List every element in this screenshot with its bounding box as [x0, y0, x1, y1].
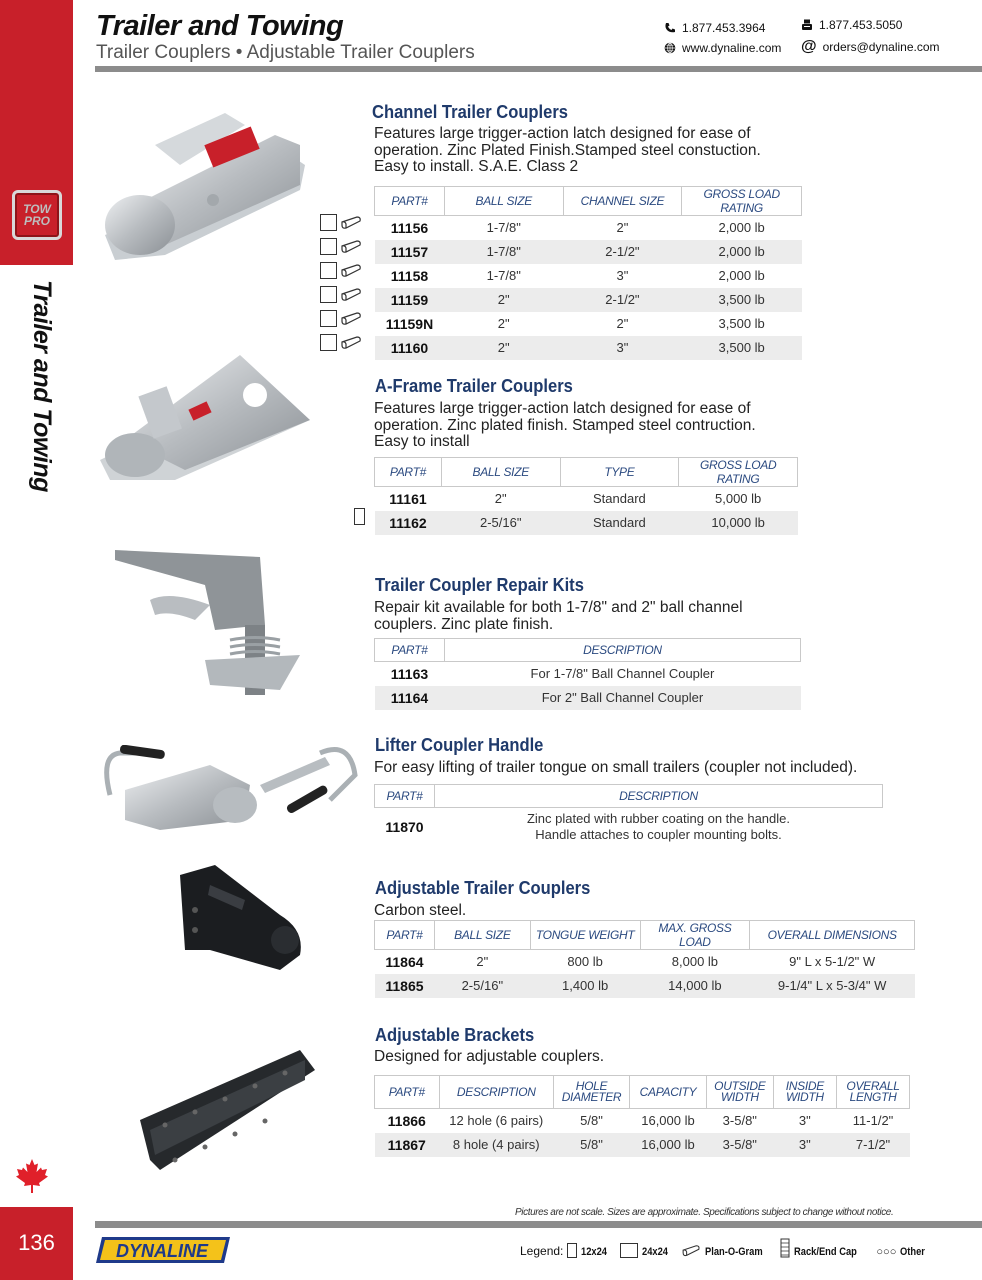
table-header — [375, 1076, 910, 1109]
header-line: HOLE — [575, 1079, 608, 1093]
ball-size: 2" — [476, 954, 489, 970]
column-header: MAX. GROSS LOAD — [640, 921, 750, 950]
row-markers-11156 — [320, 214, 362, 231]
row-markers-11162 — [354, 508, 365, 525]
email-link[interactable]: orders@dynaline.com — [822, 40, 940, 54]
table-row — [375, 336, 802, 360]
header-line: LENGTH — [849, 1090, 897, 1104]
table-header — [375, 921, 915, 950]
part-number: 11159 — [375, 288, 445, 312]
website-link[interactable]: www.dynaline.com — [682, 41, 782, 55]
description: 12 hole (6 pairs) — [449, 1113, 544, 1129]
table-row — [375, 216, 802, 240]
column-header: PART# — [375, 785, 435, 808]
hole-diameter: 5/8" — [554, 1133, 630, 1157]
ball-size: 1-7/8" — [444, 240, 563, 264]
plan-o-gram-icon — [340, 287, 362, 303]
inside-width: 3" — [798, 1113, 811, 1129]
column-header: DESCRIPTION — [434, 785, 882, 808]
column-header: GROSS LOAD RATING — [679, 458, 798, 487]
column-header: BALL SIZE — [444, 187, 563, 216]
table-row — [375, 511, 798, 535]
part-number: 11159N — [385, 315, 434, 332]
ball-size: 1-7/8" — [486, 220, 521, 236]
description: 8 hole (4 pairs) — [439, 1133, 553, 1157]
description: For 2" Ball Channel Coupler — [444, 686, 800, 710]
24x24-legend-icon — [620, 1243, 638, 1258]
legend-item-24x24: 24x24 — [641, 1246, 668, 1258]
section-title-adjustable: Adjustable Trailer Couplers — [375, 878, 591, 898]
page-subtitle: Trailer Couplers • Adjustable Trailer Couplers — [96, 42, 475, 63]
part-number: 11864 — [385, 953, 424, 970]
email-contact[interactable] — [801, 40, 940, 54]
sidebar-vertical-title — [20, 280, 56, 510]
adjustable-couplers-table — [374, 920, 915, 998]
part-number: 11164 — [375, 686, 445, 710]
table-row — [375, 312, 802, 336]
part-number: 11157 — [375, 240, 445, 264]
header-divider — [95, 66, 982, 72]
section-title-lifter: Lifter Coupler Handle — [375, 735, 544, 755]
capacity: 16,000 lb — [629, 1133, 706, 1157]
table-row — [375, 487, 798, 511]
repair-kit-image — [110, 545, 310, 700]
channel-size: 2" — [616, 220, 629, 236]
column-header — [554, 1076, 630, 1109]
ball-size: 2" — [497, 316, 510, 331]
table-row — [375, 288, 802, 312]
table-row — [375, 1109, 910, 1133]
table-row — [375, 808, 883, 846]
row-markers-11157 — [320, 238, 362, 255]
part-number: 11870 — [385, 818, 424, 835]
section-title-aframe: A-Frame Trailer Couplers — [375, 376, 573, 396]
column-header: BALL SIZE — [434, 921, 530, 950]
website-contact[interactable] — [664, 41, 781, 55]
aframe-couplers-table — [374, 457, 798, 535]
disclaimer: Pictures are not scale. Sizes are approximate. Specifications subject to change without notice. — [515, 1207, 894, 1218]
legend-label: Legend: — [520, 1244, 564, 1258]
page-number: 136 — [18, 1230, 55, 1255]
column-header: DESCRIPTION — [439, 1076, 553, 1109]
channel-size: 3" — [563, 336, 682, 360]
gross-load: 3,500 lb — [718, 316, 765, 331]
24x24-marker-icon — [320, 238, 337, 255]
sidebar-vertical-title-text: Trailer and Towing — [28, 280, 56, 492]
channel-size: 3" — [616, 268, 629, 283]
ball-size: 2" — [444, 336, 563, 360]
table-row — [375, 974, 915, 998]
plan-o-gram-icon — [340, 263, 362, 279]
description: For 1-7/8" Ball Channel Coupler — [530, 666, 715, 682]
legend-item-plan-o-gram: Plan-O-Gram — [704, 1246, 763, 1258]
phone-icon — [664, 22, 676, 34]
channel-size: 2" — [616, 316, 629, 331]
badge-line-2: PRO — [23, 214, 50, 228]
fax-number: 1.877.453.5050 — [819, 18, 903, 32]
table-row — [375, 1133, 910, 1157]
part-number: 11161 — [389, 490, 427, 507]
description — [434, 808, 882, 846]
column-header: PART# — [375, 921, 435, 950]
part-number: 11160 — [375, 336, 445, 360]
a-frame-coupler-image — [95, 350, 315, 490]
table-header — [375, 785, 883, 808]
section-desc-channel: Features large trigger-action latch designed for ease of operation. Zinc Plated Finish.Stamped steel constuction. Easy to install. S.A.E. Class 2 — [374, 125, 761, 175]
section-desc-lifter: For easy lifting of trailer tongue on small trailers (coupler not included). — [374, 759, 858, 776]
dynaline-logo-text: DYNALINE — [115, 1241, 209, 1261]
ball-size: 2-5/16" — [434, 974, 530, 998]
section-desc-brackets: Designed for adjustable couplers. — [374, 1048, 605, 1065]
column-header: DESCRIPTION — [444, 639, 800, 662]
overall-length: 7-1/2" — [837, 1133, 910, 1157]
header-line: WIDTH — [720, 1090, 759, 1104]
outside-width: 3-5/8" — [722, 1113, 757, 1129]
adjustable-brackets-table — [374, 1075, 910, 1157]
column-header — [837, 1076, 910, 1109]
column-header — [707, 1076, 774, 1109]
part-number: 11158 — [390, 267, 429, 284]
plan-o-gram-icon — [340, 335, 362, 351]
at-icon: @ — [801, 38, 817, 55]
row-markers-11160 — [320, 334, 362, 351]
phone-contact — [664, 21, 765, 35]
max-gross-load: 14,000 lb — [640, 974, 750, 998]
section-title-brackets: Adjustable Brackets — [375, 1025, 535, 1045]
gross-load: 2,000 lb — [718, 268, 765, 283]
legend-item-other: Other — [900, 1246, 926, 1258]
header-line: INSIDE — [785, 1079, 824, 1093]
part-number: 11156 — [390, 219, 429, 236]
section-desc-adjustable: Carbon steel. — [374, 902, 467, 919]
ball-size: 1-7/8" — [486, 268, 521, 283]
phone-number: 1.877.453.3964 — [682, 21, 766, 35]
header-line: DIAMETER — [561, 1090, 622, 1104]
column-header: CHANNEL SIZE — [563, 187, 682, 216]
plan-o-gram-legend-icon — [681, 1244, 701, 1258]
maple-leaf-icon — [15, 1158, 49, 1194]
gross-load: 2,000 lb — [718, 220, 765, 236]
section-desc-repair: Repair kit available for both 1-7/8" and 2" ball channel couplers. Zinc plate finish. — [374, 599, 743, 633]
badge-line-1: TOW — [23, 202, 51, 216]
channel-coupler-image — [95, 95, 310, 265]
inside-width: 3" — [773, 1133, 836, 1157]
column-header — [773, 1076, 836, 1109]
legend — [520, 1238, 930, 1258]
column-header: OVERALL DIMENSIONS — [750, 921, 915, 950]
plan-o-gram-icon — [340, 239, 362, 255]
gross-load: 5,000 lb — [715, 491, 762, 507]
channel-size: 2-1/2" — [563, 288, 682, 312]
table-header — [375, 639, 801, 662]
part-number: 11162 — [375, 511, 442, 535]
capacity: 16,000 lb — [641, 1113, 695, 1129]
row-markers-11158 — [320, 262, 362, 279]
column-header: TONGUE WEIGHT — [530, 921, 640, 950]
legend-item-rack-end-cap: Rack/End Cap — [794, 1246, 858, 1258]
row-markers-11159n — [320, 310, 362, 327]
overall-length: 11-1/2" — [852, 1113, 894, 1129]
lifter-handle-image — [100, 745, 360, 835]
24x24-marker-icon — [320, 214, 337, 231]
overall-dimensions: 9-1/4" L x 5-3/4" W — [750, 974, 915, 998]
hole-diameter: 5/8" — [580, 1113, 603, 1129]
header-line: OVERALL — [846, 1079, 900, 1093]
column-header: BALL SIZE — [441, 458, 560, 487]
column-header: CAPACITY — [629, 1076, 706, 1109]
table-row — [375, 950, 915, 974]
header-line: OUTSIDE — [714, 1079, 766, 1093]
ball-size: 2" — [444, 288, 563, 312]
table-header — [375, 187, 802, 216]
12x24-legend-icon — [567, 1243, 577, 1258]
other-legend-icon: ○○○ — [876, 1246, 897, 1258]
type: Standard — [593, 491, 646, 507]
table-header — [375, 458, 798, 487]
row-markers-11159 — [320, 286, 362, 303]
channel-couplers-table — [374, 186, 802, 360]
table-row — [375, 264, 802, 288]
max-gross-load: 8,000 lb — [671, 954, 719, 970]
fax-contact — [801, 18, 902, 32]
part-number: 11866 — [387, 1112, 426, 1129]
adjustable-bracket-image — [135, 1045, 315, 1175]
column-header: GROSS LOAD RATING — [682, 187, 802, 216]
dynaline-logo — [96, 1236, 230, 1264]
24x24-marker-icon — [320, 334, 337, 351]
description-line-1: Zinc plated with rubber coating on the handle. — [526, 810, 790, 826]
gross-load: 10,000 lb — [679, 511, 798, 535]
fax-icon — [801, 19, 813, 31]
part-number: 11163 — [390, 665, 429, 682]
table-row — [375, 240, 802, 264]
plan-o-gram-icon — [340, 215, 362, 231]
lifter-handle-table — [374, 784, 883, 846]
channel-size: 2-1/2" — [563, 240, 682, 264]
ball-size: 2-5/16" — [441, 511, 560, 535]
footer-divider — [95, 1221, 982, 1228]
outside-width: 3-5/8" — [707, 1133, 774, 1157]
24x24-marker-icon — [320, 310, 337, 327]
adjustable-coupler-image — [170, 865, 310, 985]
24x24-marker-icon — [320, 286, 337, 303]
gross-load: 2,000 lb — [682, 240, 802, 264]
gross-load: 3,500 lb — [682, 336, 802, 360]
overall-dimensions: 9" L x 5-1/2" W — [789, 954, 876, 970]
ball-size: 2" — [494, 491, 507, 507]
gross-load: 3,500 lb — [682, 288, 802, 312]
part-number: 11865 — [375, 974, 435, 998]
column-header: PART# — [375, 1076, 440, 1109]
rack-end-cap-legend-icon — [780, 1238, 790, 1258]
section-title-repair: Trailer Coupler Repair Kits — [375, 575, 584, 595]
24x24-marker-icon — [320, 262, 337, 279]
table-row — [375, 686, 801, 710]
plan-o-gram-icon — [340, 311, 362, 327]
tow-pro-badge — [12, 190, 62, 240]
12x24-marker-icon — [354, 508, 365, 525]
column-header: PART# — [375, 458, 442, 487]
tongue-weight: 800 lb — [567, 954, 603, 970]
section-desc-aframe: Features large trigger-action latch designed for ease of operation. Zinc plated finish. Stamped steel contruction. Easy to install — [374, 400, 756, 450]
column-header: PART# — [375, 639, 445, 662]
column-header: PART# — [375, 187, 445, 216]
tongue-weight: 1,400 lb — [530, 974, 640, 998]
globe-icon — [664, 42, 676, 54]
repair-kits-table — [374, 638, 801, 710]
type: Standard — [560, 511, 679, 535]
column-header: TYPE — [560, 458, 679, 487]
section-title-channel: Channel Trailer Couplers — [372, 102, 569, 122]
table-row — [375, 662, 801, 686]
page-title: Trailer and Towing — [96, 10, 344, 42]
part-number: 11867 — [375, 1133, 440, 1157]
legend-item-12x24: 12x24 — [581, 1246, 608, 1258]
description-line-2: Handle attaches to coupler mounting bolts. — [535, 826, 782, 842]
header-line: WIDTH — [785, 1090, 824, 1104]
